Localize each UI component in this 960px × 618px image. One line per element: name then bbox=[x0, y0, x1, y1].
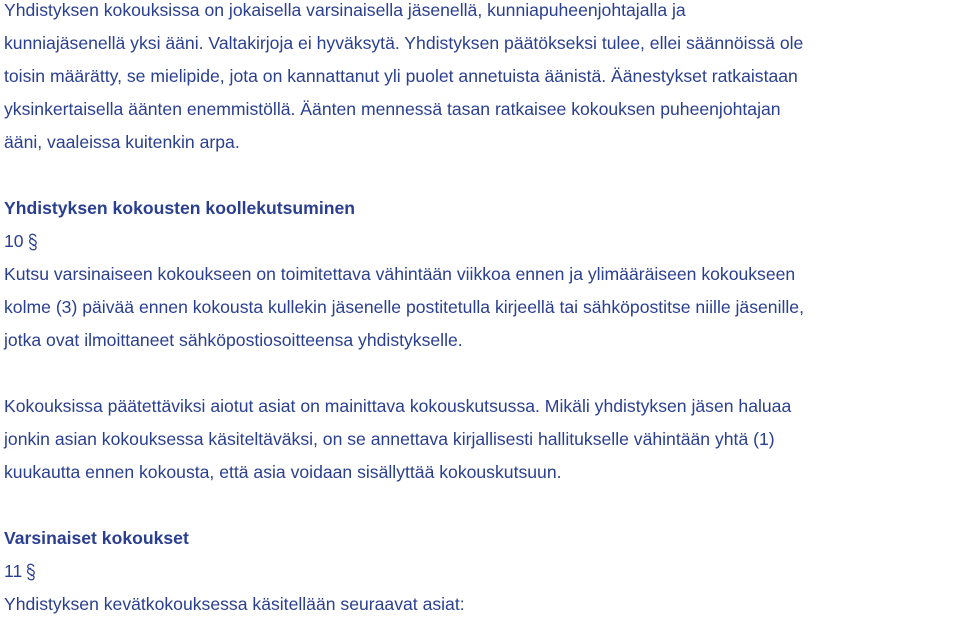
section-10-paragraph-1-line: kolme (3) päivää ennen kokousta kullekin jäsenelle postitetulla kirjeellä tai sähköpostitse niille jäsenille, bbox=[4, 297, 804, 317]
section-number-10 bbox=[4, 231, 39, 251]
section-sign-icon bbox=[27, 233, 39, 251]
section-10-paragraph-2-line: jonkin asian kokouksessa käsiteltäväksi, on se annettava kirjallisesti hallitukselle vähintään yhtä (1) bbox=[4, 429, 775, 449]
section-sign-icon bbox=[25, 563, 37, 581]
voting-paragraph-line: Yhdistyksen kokouksissa on jokaisella varsinaisella jäsenellä, kunniapuheenjohtajalla ja bbox=[4, 0, 686, 20]
section-10-paragraph-1-line: jotka ovat ilmoittaneet sähköpostiosoitteensa yhdistykselle. bbox=[4, 330, 463, 350]
section-10-paragraph-1-line: Kutsu varsinaiseen kokoukseen on toimitettava vähintään viikkoa ennen ja ylimääräiseen kokoukseen bbox=[4, 264, 796, 284]
section-heading-regular-meetings: Varsinaiset kokoukset bbox=[4, 528, 189, 548]
voting-paragraph-line: toisin määrätty, se mielipide, jota on kannattanut yli puolet annetuista äänistä. Äänestykset ratkaistaan bbox=[4, 66, 798, 86]
voting-paragraph-line: ääni, vaaleissa kuitenkin arpa. bbox=[4, 132, 240, 152]
section-10-paragraph-2-line: Kokouksissa päätettäviksi aiotut asiat on mainittava kokouskutsussa. Mikäli yhdistyksen jäsen haluaa bbox=[4, 396, 792, 416]
section-11-paragraph-1-line: Yhdistyksen kevätkokouksessa käsitellään seuraavat asiat: bbox=[4, 594, 465, 614]
section-number-text: 11 bbox=[4, 561, 23, 581]
section-10-paragraph-2-line: kuukautta ennen kokousta, että asia voidaan sisällyttää kokouskutsuun. bbox=[4, 462, 562, 482]
voting-paragraph-line: yksinkertaisella äänten enemmistöllä. Äänten mennessä tasan ratkaisee kokouksen puheenjohtajan bbox=[4, 99, 781, 119]
section-heading-meeting-invitation: Yhdistyksen kokousten koollekutsuminen bbox=[4, 198, 355, 218]
voting-paragraph-line: kunniajäsenellä yksi ääni. Valtakirjoja ei hyväksytä. Yhdistyksen päätökseksi tulee, ellei säännöissä ole bbox=[4, 33, 804, 53]
section-number-text: 10 bbox=[4, 231, 24, 251]
section-number-11 bbox=[4, 561, 37, 581]
